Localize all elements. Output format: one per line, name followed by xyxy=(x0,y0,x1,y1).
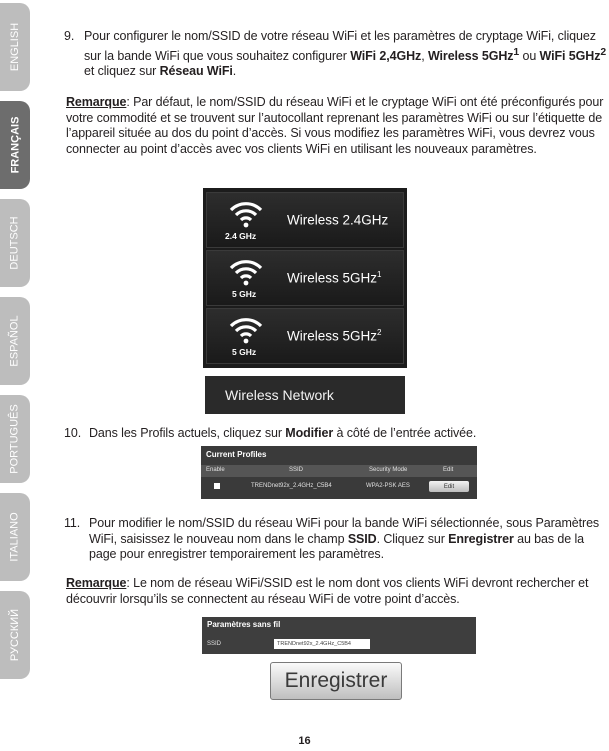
wifi-icon xyxy=(229,257,263,287)
wifi-band-row-24[interactable] xyxy=(206,192,404,248)
emphasis: Enregistrer xyxy=(448,531,514,546)
tab-espanol[interactable] xyxy=(0,297,30,385)
step-text xyxy=(89,426,609,442)
wifi-band-label: 5 GHz xyxy=(232,347,257,357)
note-2 xyxy=(66,576,606,607)
wifi-band-label: 2.4 GHz xyxy=(225,231,257,241)
wifi-band-label: 5 GHz xyxy=(232,289,257,299)
tab-label: FRANÇAIS xyxy=(9,116,21,174)
step-number: 11. xyxy=(64,516,81,530)
language-tabs xyxy=(0,0,32,700)
wifi-band-name xyxy=(287,328,381,344)
note-text: : Par défaut, le nom/SSID du réseau WiFi et le cryptage WiFi ont été préconfigurés pour votre commodité et se trouvent sur l’autocollant reprenant les paramètres WiFi ou sur l’étiquette de l’appareil située au dos du point d’accès. Si vous modifiez les paramètres WiFi, vous devrez vous connecter au point d’accès avec vos clients WiFi en utilisant les nouveaux paramètres. xyxy=(66,95,604,156)
page-number: 16 xyxy=(298,735,311,747)
text: ou xyxy=(519,48,540,63)
tab-label: ITALIANO xyxy=(9,512,21,562)
step-number: 10. xyxy=(64,426,82,440)
tab-english[interactable] xyxy=(0,3,30,91)
wifi-icon xyxy=(229,315,263,345)
emphasis: Modifier xyxy=(285,426,334,440)
col-ssid: SSID xyxy=(289,467,304,473)
wireless-network-menu-item[interactable]: Wireless Network xyxy=(205,376,405,414)
text: . xyxy=(232,64,237,79)
tab-italiano[interactable] xyxy=(0,493,30,581)
row-security: WPA2-PSK AES xyxy=(366,483,410,489)
step-number: 9. xyxy=(64,29,75,43)
profiles-title: Current Profiles xyxy=(206,450,267,459)
col-edit: Edit xyxy=(443,467,454,473)
note-label: Remarque xyxy=(66,576,127,590)
step-11 xyxy=(64,516,609,563)
wifi-name-text: Wireless 5GHz xyxy=(287,270,378,286)
tab-portugues[interactable] xyxy=(0,395,30,483)
footnote-mark: 1 xyxy=(513,46,520,58)
text: , xyxy=(421,48,428,63)
text: à côté de l’entrée activée. xyxy=(333,426,477,440)
col-enable: Enable xyxy=(206,467,225,473)
tab-deutsch[interactable] xyxy=(0,199,30,287)
note-text: : Le nom de réseau WiFi/SSID est le nom dont vos clients WiFi devront rechercher et découvrir lorsqu’ils se connectent au réseau WiFi de votre point d’accès. xyxy=(66,576,589,606)
tab-label: PORTUGUÊS xyxy=(9,404,22,474)
step-10 xyxy=(64,426,609,442)
wifi-band-row-5-1[interactable] xyxy=(206,250,404,306)
edit-button[interactable]: Edit xyxy=(429,481,469,492)
wifi-band-panel xyxy=(203,188,407,368)
wifi-band-row-5-2[interactable] xyxy=(206,308,404,364)
note-1 xyxy=(66,95,606,157)
emphasis: WiFi 2,4GHz xyxy=(350,48,422,63)
enable-checkbox[interactable] xyxy=(214,483,220,489)
col-security: Security Mode xyxy=(369,467,408,473)
text: Dans les Profils actuels, cliquez sur xyxy=(89,426,286,440)
wifi-icon xyxy=(229,199,263,229)
tab-francais[interactable] xyxy=(0,101,30,189)
text: Pour configurer le nom/SSID de votre réseau WiFi et les paramètres de cryptage WiFi, cliquez sur la bande WiFi que vous souhaitez configurer xyxy=(84,29,596,63)
emphasis: Wireless 5GHz xyxy=(427,48,514,63)
wifi-band-name xyxy=(287,212,388,228)
emphasis: Réseau WiFi xyxy=(159,64,233,79)
tab-label: ESPAÑOL xyxy=(9,315,21,367)
step-9 xyxy=(64,29,609,80)
text: et cliquez sur xyxy=(84,64,160,79)
text: . Cliquez sur xyxy=(376,531,449,546)
step-text xyxy=(84,29,609,80)
ssid-label: SSID xyxy=(207,641,222,647)
profiles-header-row xyxy=(201,465,477,477)
ssid-input[interactable]: TRENDnet92x_2.4GHz_C5B4 xyxy=(274,639,370,649)
tab-label: РУССКИЙ xyxy=(9,608,22,662)
settings-title: Paramètres sans fil xyxy=(207,620,281,629)
wifi-band-name xyxy=(287,270,381,286)
text: au bas de la page pour enregistrer temporairement les paramètres. xyxy=(89,531,585,561)
wifi-name-text: Wireless 2.4GHz xyxy=(287,212,389,228)
wifi-name-sup: 2 xyxy=(377,328,382,337)
table-row xyxy=(201,479,477,495)
step-text xyxy=(89,516,609,563)
wifi-name-text: Wireless 5GHz xyxy=(287,328,378,344)
current-profiles-panel xyxy=(201,446,477,499)
emphasis: WiFi 5GHz xyxy=(539,48,601,63)
note-label: Remarque xyxy=(66,95,127,109)
tab-russian[interactable] xyxy=(0,591,30,679)
row-ssid: TRENDnet92x_2.4GHz_C5B4 xyxy=(251,483,332,489)
tab-label: DEUTSCH xyxy=(9,216,22,270)
footnote-mark: 2 xyxy=(600,46,607,58)
wireless-settings-panel xyxy=(202,617,476,654)
tab-label: ENGLISH xyxy=(9,22,22,72)
text: Pour modifier le nom/SSID du réseau WiFi pour la bande WiFi sélectionnée, sous Paramètres WiFi, saisissez le nouveau nom dans le champ xyxy=(89,516,600,546)
emphasis: SSID xyxy=(347,531,377,546)
wifi-name-sup: 1 xyxy=(377,270,382,279)
save-button[interactable]: Enregistrer xyxy=(270,662,402,700)
